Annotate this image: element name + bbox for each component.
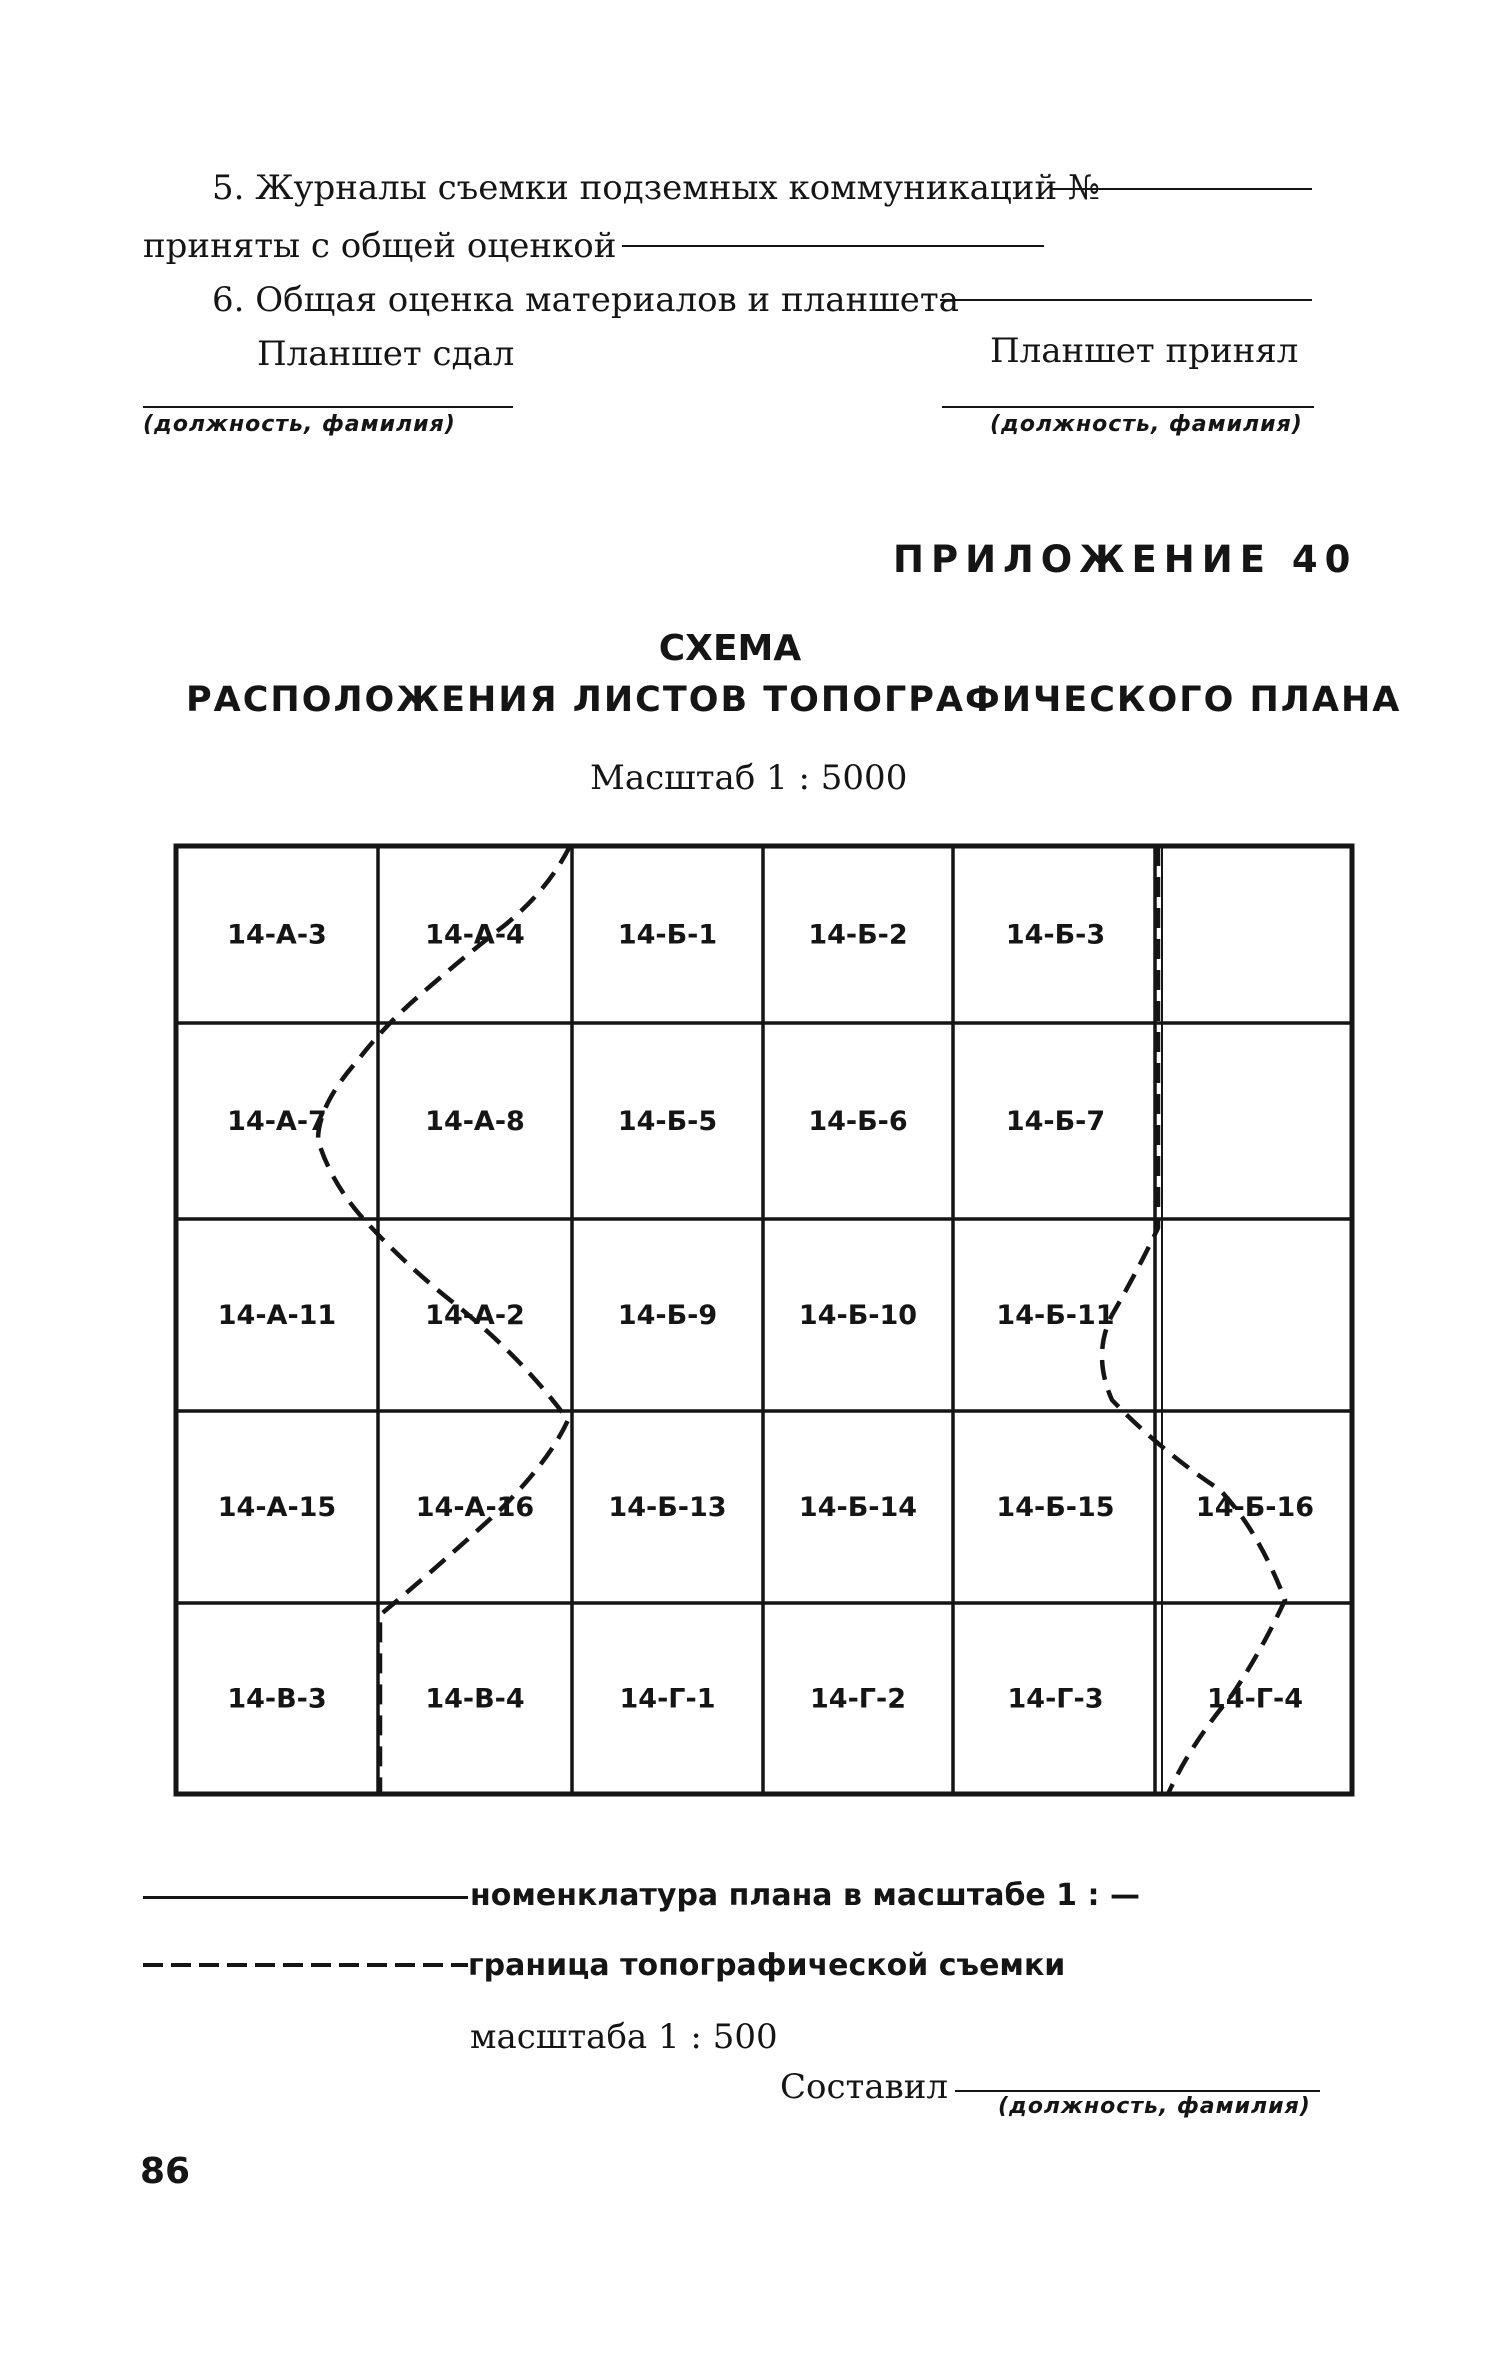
- page-number: 86: [140, 2151, 191, 2192]
- compiled-by-line: [955, 2090, 1320, 2092]
- handed-over-label: Планшет сдал: [257, 334, 515, 374]
- sheet-label: 14-А-15: [217, 1492, 337, 1523]
- sheet-label: 14-Б-15: [996, 1492, 1115, 1523]
- sheet-label: 14-Б-14: [798, 1492, 918, 1523]
- sheet-label: 14-Б-10: [798, 1300, 918, 1331]
- legend-dashed-label: граница топографической съемки: [468, 1948, 1066, 1983]
- scheme-title: СХЕМА: [658, 628, 802, 669]
- sheet-label: 14-Г-1: [619, 1683, 716, 1715]
- sheet-label: 14-Г-3: [1007, 1683, 1104, 1715]
- sheet-label: 14-Б-16: [1195, 1492, 1315, 1523]
- form-line-5: 5. Журналы съемки подземных коммуникаций №: [212, 168, 1101, 208]
- sheet-label: 14-А-7: [227, 1106, 327, 1137]
- legend-dashed-label-continuation: масштаба 1 : 500: [470, 2017, 778, 2057]
- legend-dashed-line: [143, 1960, 473, 1970]
- compiled-by-label: Составил: [780, 2067, 949, 2107]
- sheet-labels: [218, 920, 1314, 1715]
- sheet-label: 14-В-4: [425, 1683, 525, 1715]
- sheet-label: 14-Б-1: [617, 919, 718, 951]
- grid-lines: [176, 846, 1352, 1794]
- sheet-label: 14-А-16: [415, 1492, 535, 1523]
- legend-solid-line: [143, 1896, 468, 1899]
- scale-label: Масштаб 1 : 5000: [590, 758, 908, 798]
- survey-boundary-right: [1102, 846, 1285, 1794]
- scheme-subtitle: РАСПОЛОЖЕНИЯ ЛИСТОВ ТОПОГРАФИЧЕСКОГО ПЛАНА: [186, 680, 1402, 720]
- sheet-label: 14-Б-3: [1005, 919, 1106, 951]
- sheet-label: 14-А-3: [227, 919, 327, 951]
- legend-solid-label: номенклатура плана в масштабе 1 : —: [470, 1878, 1140, 1913]
- sheet-label: 14-Б-2: [808, 919, 908, 951]
- form-line-5-continuation: приняты с общей оценкой: [143, 226, 617, 266]
- form-line-6: 6. Общая оценка материалов и планшета: [212, 280, 960, 320]
- sheet-label: 14-Г-2: [810, 1683, 906, 1715]
- sheet-label: 14-А-11: [217, 1300, 337, 1331]
- sheet-label: 14-Б-9: [617, 1300, 718, 1331]
- sheet-label: 14-Б-11: [996, 1300, 1115, 1331]
- sheet-label: 14-В-3: [227, 1683, 327, 1715]
- sheet-label: 14-Б-6: [808, 1106, 908, 1137]
- sheet-label: 14-Г-4: [1207, 1683, 1303, 1715]
- caption-left: (должность, фамилия): [143, 412, 456, 437]
- sheet-label: 14-А-4: [425, 919, 525, 951]
- compiled-by-caption: (должность, фамилия): [998, 2094, 1311, 2119]
- sheet-label: 14-А-8: [425, 1106, 525, 1137]
- sheet-label: 14-А-2: [425, 1300, 525, 1331]
- sheet-label: 14-Б-5: [617, 1106, 718, 1137]
- caption-right: (должность, фамилия): [990, 412, 1303, 437]
- sheet-label: 14-Б-13: [608, 1492, 727, 1523]
- accepted-label: Планшет принял: [990, 331, 1299, 371]
- appendix-label: ПРИЛОЖЕНИЕ 40: [893, 538, 1358, 581]
- sheet-label: 14-Б-7: [1005, 1106, 1106, 1137]
